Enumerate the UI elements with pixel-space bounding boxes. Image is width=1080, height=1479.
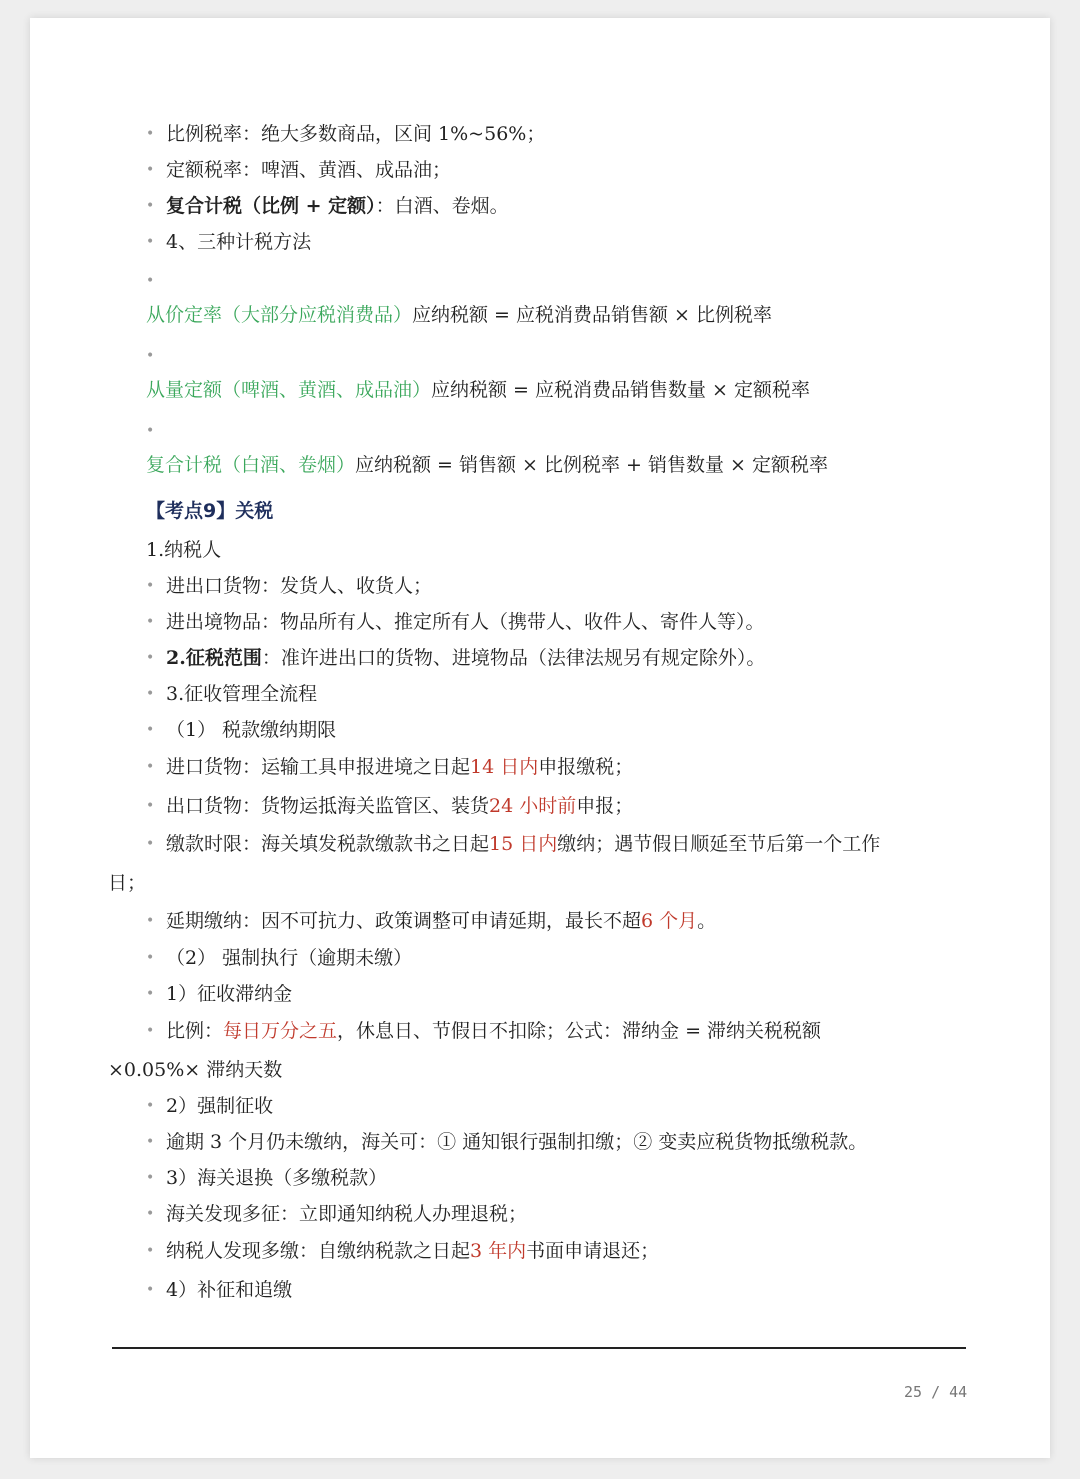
formula: 应纳税额 = 应税消费品销售数量 × 定额税率 bbox=[431, 379, 811, 401]
item-text: ×0.05%× 滞纳天数 bbox=[108, 1059, 283, 1081]
highlight-deadline: 14 日内 bbox=[470, 756, 539, 778]
bullet-icon: • bbox=[146, 348, 155, 364]
bullet-icon: • bbox=[146, 686, 155, 702]
item-text: 1）征收滞纳金 bbox=[166, 983, 293, 1005]
bullet-icon: • bbox=[146, 1023, 155, 1039]
item-text-part: 比例： bbox=[166, 1020, 224, 1042]
item-text-part: ，休息日、节假日不扣除；公式：滞纳金 = 滞纳关税税额 bbox=[337, 1020, 822, 1042]
item-text-part: 纳税人发现多缴：自缴纳税款之日起 bbox=[166, 1240, 471, 1262]
item-text bbox=[166, 908, 716, 934]
bold-term: 2.征税范围 bbox=[166, 647, 262, 669]
bullet-icon: • bbox=[146, 650, 155, 666]
item-text: 比例税率：绝大多数商品，区间 1%~56%； bbox=[166, 123, 546, 145]
item-text-part: 缴纳；遇节假日顺延至节后第一个工作 bbox=[557, 833, 881, 855]
formula-text bbox=[146, 452, 828, 478]
item-text: 海关发现多征：立即通知纳税人办理退税； bbox=[166, 1203, 528, 1225]
highlight-deadline: 15 日内 bbox=[489, 833, 558, 855]
bullet-icon: • bbox=[146, 126, 155, 142]
bullet-icon: • bbox=[146, 578, 155, 594]
item-text bbox=[166, 193, 509, 219]
item-text-rest: ：准许进出口的货物、进境物品（法律法规另有规定除外）。 bbox=[261, 647, 766, 669]
item-text-rest: ：白酒、卷烟。 bbox=[375, 195, 509, 217]
item-text-part: 申报； bbox=[576, 795, 634, 817]
method-name: 从量定额（啤酒、黄酒、成品油） bbox=[146, 379, 432, 401]
footer-divider bbox=[112, 1347, 966, 1349]
bullet-icon: • bbox=[146, 1282, 155, 1298]
bullet-icon: • bbox=[146, 1134, 155, 1150]
method-name: 复合计税（白酒、卷烟） bbox=[146, 454, 356, 476]
bullet-icon: • bbox=[146, 1170, 155, 1186]
formula-text bbox=[146, 302, 772, 328]
bullet-icon: • bbox=[146, 1098, 155, 1114]
bullet-icon: • bbox=[146, 759, 155, 775]
document-page bbox=[30, 18, 1050, 1458]
bullet-icon: • bbox=[146, 913, 155, 929]
bullet-icon: • bbox=[146, 950, 155, 966]
item-text bbox=[166, 754, 633, 780]
item-text-part: 申报缴税； bbox=[538, 756, 634, 778]
item-text: 日； bbox=[108, 872, 147, 894]
highlight-deadline: 3 年内 bbox=[470, 1240, 527, 1262]
bullet-icon: • bbox=[146, 423, 155, 439]
item-text: 3.征收管理全流程 bbox=[166, 683, 318, 705]
item-text-part: 进口货物：运输工具申报进境之日起 bbox=[166, 756, 471, 778]
item-text: 进出境物品：物品所有人、推定所有人（携带人、收件人、寄件人等）。 bbox=[166, 611, 765, 633]
highlight-rate: 每日万分之五 bbox=[223, 1020, 338, 1042]
item-text bbox=[166, 1238, 659, 1264]
page-number: 25 / 44 bbox=[904, 1383, 968, 1401]
bullet-icon: • bbox=[146, 836, 155, 852]
bullet-icon: • bbox=[146, 198, 155, 214]
item-text-part: 。 bbox=[697, 910, 717, 932]
item-text-part: 书面申请退还； bbox=[526, 1240, 660, 1262]
bullet-icon: • bbox=[146, 1243, 155, 1259]
highlight-deadline: 24 小时前 bbox=[489, 795, 577, 817]
item-text: 4）补征和追缴 bbox=[166, 1279, 293, 1301]
bullet-icon: • bbox=[146, 234, 155, 250]
bullet-icon: • bbox=[146, 162, 155, 178]
bullet-icon: • bbox=[146, 986, 155, 1002]
item-text: 3）海关退换（多缴税款） bbox=[166, 1167, 388, 1189]
bullet-icon: • bbox=[146, 798, 155, 814]
item-text: 进出口货物：发货人、收货人； bbox=[166, 575, 433, 597]
item-text bbox=[166, 645, 765, 671]
formula-text bbox=[146, 377, 810, 403]
item-text: 逾期 3 个月仍未缴纳，海关可：① 通知银行强制扣缴；② 变卖应税货物抵缴税款。 bbox=[166, 1131, 868, 1153]
item-text: （2） 强制执行（逾期未缴） bbox=[166, 947, 413, 969]
bullet-icon: • bbox=[146, 722, 155, 738]
method-name: 从价定率（大部分应税消费品） bbox=[146, 304, 413, 326]
item-text: 4、三种计税方法 bbox=[166, 231, 312, 253]
item-text: 定额税率：啤酒、黄酒、成品油； bbox=[166, 159, 452, 181]
item-text bbox=[166, 793, 633, 819]
item-text: 2）强制征收 bbox=[166, 1095, 274, 1117]
bullet-icon: • bbox=[146, 273, 155, 289]
formula: 应纳税额 = 销售额 × 比例税率 + 销售数量 × 定额税率 bbox=[355, 454, 829, 476]
formula: 应纳税额 = 应税消费品销售额 × 比例税率 bbox=[412, 304, 773, 326]
bullet-icon: • bbox=[146, 614, 155, 630]
item-text: （1） 税款缴纳期限 bbox=[166, 719, 337, 741]
highlight-deadline: 6 个月 bbox=[641, 910, 698, 932]
bullet-icon: • bbox=[146, 1206, 155, 1222]
item-text-part: 延期缴纳：因不可抗力、政策调整可申请延期，最长不超 bbox=[166, 910, 642, 932]
item-text: 1.纳税人 bbox=[146, 539, 222, 561]
section-heading: 【考点9】关税 bbox=[146, 500, 274, 522]
bold-term: 复合计税（比例 + 定额） bbox=[166, 195, 376, 217]
item-text-part: 出口货物：货物运抵海关监管区、装货 bbox=[166, 795, 490, 817]
item-text bbox=[166, 831, 880, 857]
item-text bbox=[166, 1018, 821, 1044]
item-text-part: 缴款时限：海关填发税款缴款书之日起 bbox=[166, 833, 490, 855]
